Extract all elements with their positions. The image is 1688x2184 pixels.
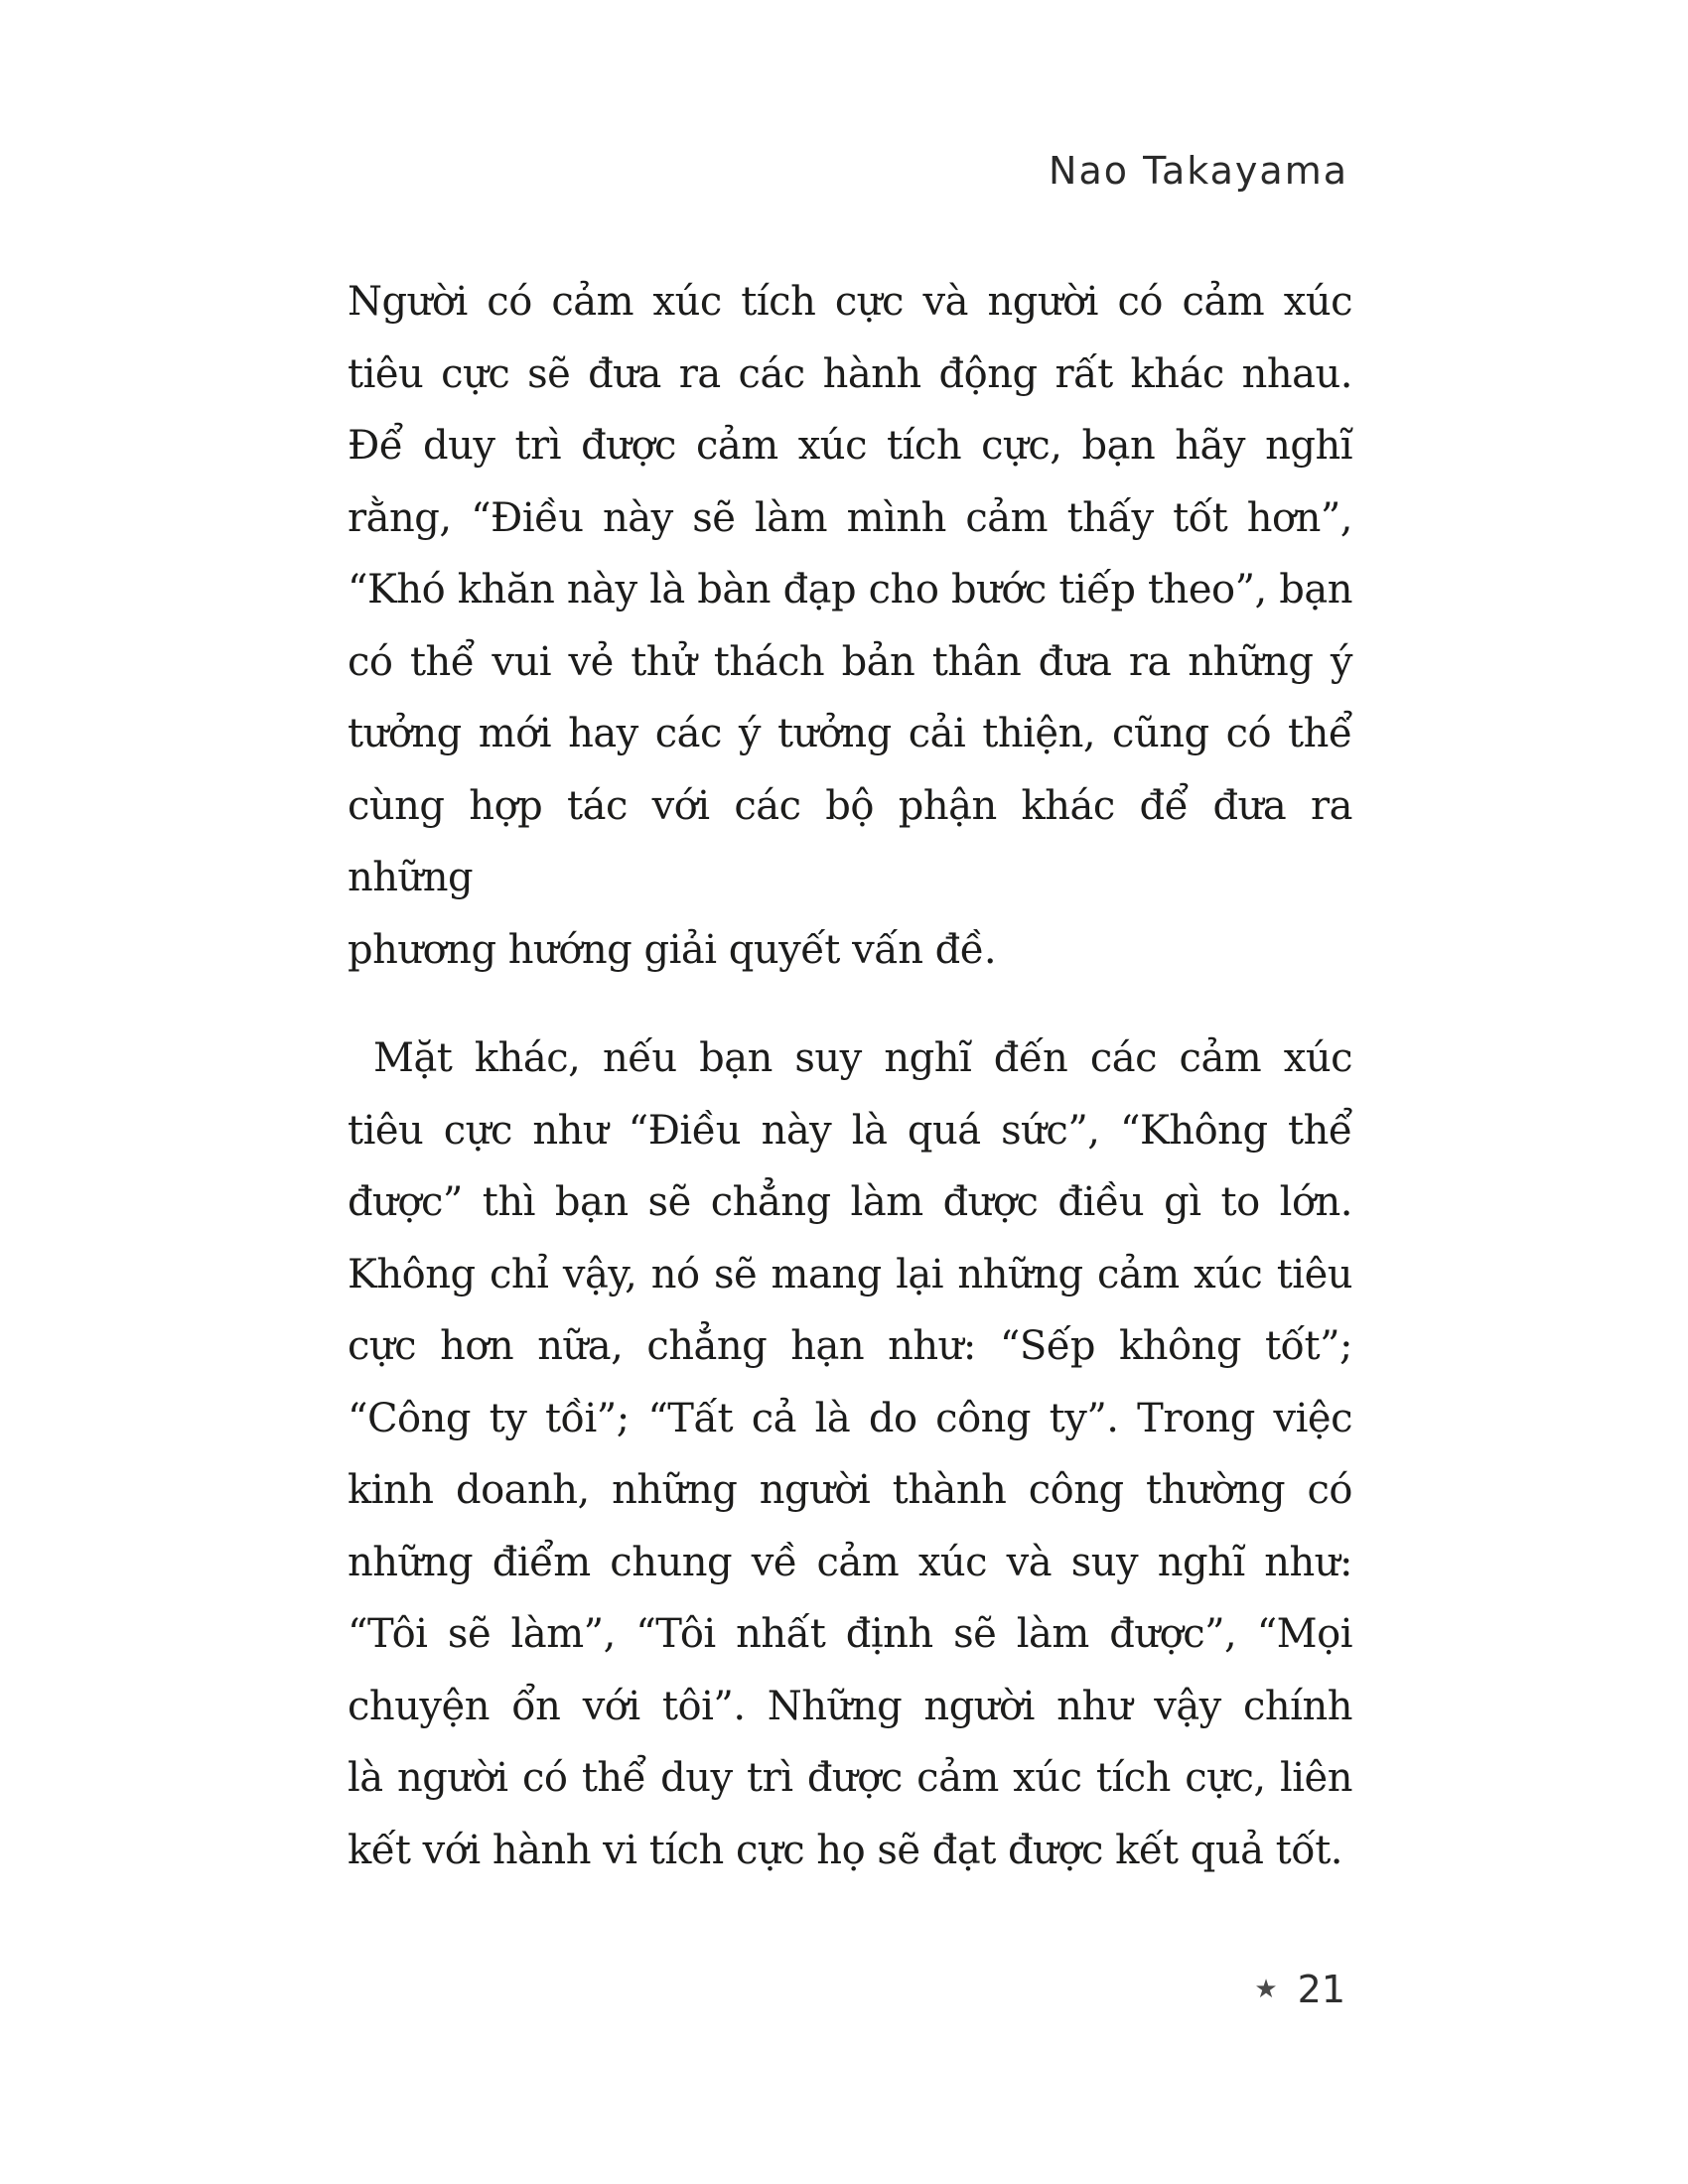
paragraph-2 xyxy=(348,1023,1352,1886)
text-line: có thể vui vẻ thử thách bản thân đưa ra những ý xyxy=(348,638,1352,685)
text-line: Không chỉ vậy, nó sẽ mang lại những cảm xúc tiêu xyxy=(348,1251,1352,1297)
text-line: là người có thể duy trì được cảm xúc tích cực, liên xyxy=(348,1755,1352,1801)
text-line: “Khó khăn này là bàn đạp cho bước tiếp theo”, bạn xyxy=(348,567,1352,613)
text-line: Mặt khác, nếu bạn suy nghĩ đến các cảm xúc xyxy=(373,1035,1352,1081)
text-line: rằng, “Điều này sẽ làm mình cảm thấy tốt hơn”, xyxy=(348,494,1352,541)
text-line: phương hướng giải quyết vấn đề. xyxy=(348,926,997,973)
page-number: 21 xyxy=(1297,1968,1345,2011)
body-text xyxy=(348,266,1352,1886)
text-line: tưởng mới hay các ý tưởng cải thiện, cũng có thể xyxy=(348,711,1352,756)
star-icon: ★ xyxy=(1254,1975,1278,2004)
text-line: chuyện ổn với tôi”. Những người như vậy chính xyxy=(348,1683,1352,1729)
text-line: tiêu cực như “Điều này là quá sức”, “Không thể xyxy=(348,1107,1352,1154)
text-line: Để duy trì được cảm xúc tích cực, bạn hãy nghĩ xyxy=(348,423,1352,469)
text-line: kết với hành vi tích cực họ sẽ đạt được kết quả tốt. xyxy=(348,1827,1342,1873)
text-line: “Công ty tồi”; “Tất cả là do công ty”. Trong việc xyxy=(348,1395,1352,1441)
text-line: được” thì bạn sẽ chẳng làm được điều gì to lớn. xyxy=(348,1179,1352,1225)
text-line: những điểm chung về cảm xúc và suy nghĩ như: xyxy=(348,1539,1352,1585)
text-line: Người có cảm xúc tích cực và người có cảm xúc xyxy=(348,279,1352,325)
running-header: Nao Takayama xyxy=(1049,149,1348,193)
text-line: kinh doanh, những người thành công thường có xyxy=(348,1467,1352,1513)
text-line: cực hơn nữa, chẳng hạn như: “Sếp không tốt”; xyxy=(348,1323,1352,1369)
text-line: cùng hợp tác với các bộ phận khác để đưa ra những xyxy=(348,782,1352,900)
paragraph-1 xyxy=(348,266,1352,986)
text-line: “Tôi sẽ làm”, “Tôi nhất định sẽ làm được”, “Mọi xyxy=(348,1611,1352,1657)
text-line: tiêu cực sẽ đưa ra các hành động rất khác nhau. xyxy=(348,350,1352,397)
page-footer xyxy=(1254,1968,1345,2011)
